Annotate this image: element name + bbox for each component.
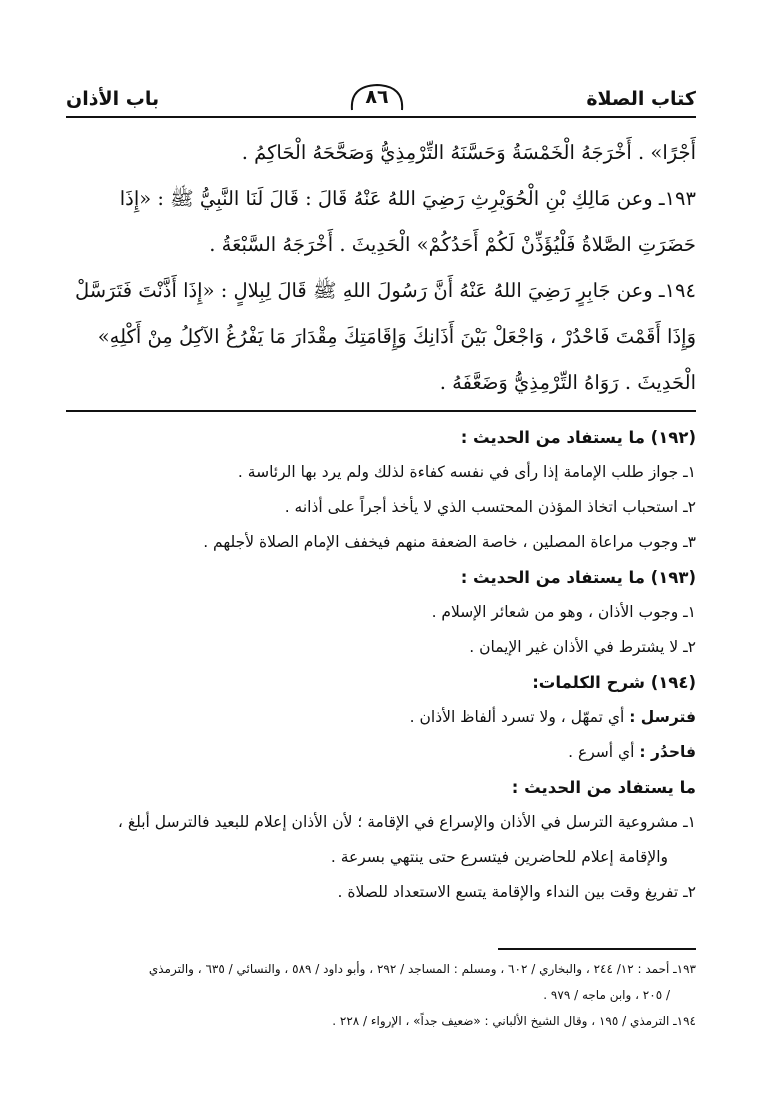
page-number-text: ٨٦ (365, 86, 389, 108)
benefits-heading-193: (١٩٣) ما يستفاد من الحديث : (460, 568, 696, 587)
word-explanation-heading-194: (١٩٤) شرح الكلمات: (532, 673, 696, 692)
benefits-heading-192: (١٩٢) ما يستفاد من الحديث : (460, 428, 696, 447)
word-meaning: أي أسرع . (568, 743, 635, 761)
hadith-line: أَجْرًا» . أَخْرَجَهُ الْخَمْسَةُ وَحَسَّنَهُ التِّرْمِذِيُّ وَصَحَّحَهُ الْحَاكِمُ . (241, 141, 696, 164)
word-term: فترسل : (629, 708, 696, 726)
word-explanation (66, 700, 696, 735)
word-term: فاحدُر : (639, 743, 696, 761)
page-header (66, 82, 696, 116)
hadith-line: وَإِذَا أَقَمْتَ فَاحْدُرْ ، وَاجْعَلْ بَيْنَ أَذَانِكَ وَإِقَامَتِكَ مِقْدَارَ مَا يَفْرُغُ الآكِلُ مِنْ أَكْلِهِ» (97, 325, 696, 348)
benefit-item: ٢ـ استحباب اتخاذ المؤذن المحتسب الذي لا يأخذ أجراً على أذانه . (284, 498, 696, 516)
hadith-line: حَضَرَتِ الصَّلاةُ فَلْيُؤَذِّنْ لَكُمْ أَحَدُكُمْ» الْحَدِيثَ . أَخْرَجَهُ السَّبْعَةُ . (209, 233, 696, 256)
benefit-item: ٢ـ لا يشترط في الأذان غير الإيمان . (469, 638, 696, 656)
benefit-item: ١ـ وجوب الأذان ، وهو من شعائر الإسلام . (431, 603, 696, 621)
hadith-line: ١٩٣ـ وعن مَالِكِ بْنِ الْحُوَيْرِثِ رَضِيَ اللهُ عَنْهُ قَالَ : قَالَ لَنَا النَّبِيُّ ﷺ : «إِذَا (119, 187, 696, 210)
book-title: كتاب الصلاة (586, 88, 696, 110)
benefit-item: ١ـ مشروعية الترسل في الأذان والإسراع في الإقامة ؛ لأن الأذان إعلام للبعيد فالترسل أبلغ ، (117, 813, 696, 831)
hadith-line: الْحَدِيثَ . رَوَاهُ التِّرْمِذِيُّ وَضَعَّفَهُ . (439, 371, 696, 394)
benefit-item: ٢ـ تفريغ وقت بين النداء والإقامة يتسع الاستعداد للصلاة . (337, 883, 696, 901)
hadith-text (70, 130, 696, 406)
benefits-section (66, 420, 696, 910)
hadith-line: ١٩٤ـ وعن جَابِرٍ رَضِيَ اللهُ عَنْهُ أَنَّ رَسُولَ اللهِ ﷺ قَالَ لِبِلالٍ : «إِذَا أَذَّنْتَ فَتَرَسَّلْ (74, 279, 696, 302)
section-divider (66, 410, 696, 412)
benefit-item: ١ـ جواز طلب الإمامة إذا رأى في نفسه كفاءة لذلك ولم يرد بها الرئاسة . (237, 463, 696, 481)
benefit-item-continuation: والإقامة إعلام للحاضرين فيتسرع حتى ينتهي بسرعة . (330, 848, 668, 866)
chapter-title: باب الأذان (66, 88, 160, 110)
footnotes (66, 956, 696, 1034)
footnote-line: ١٩٤ـ الترمذي / ١٩٥ ، وقال الشيخ الألباني : «ضعيف جداً» ، الإرواء / ٢٢٨ . (332, 1014, 696, 1028)
footnote-line: / ٢٠٥ ، وابن ماجه / ٩٧٩ . (543, 988, 670, 1002)
footnote-line: ١٩٣ـ أحمد : ١٢/ ٢٤٤ ، والبخاري / ٦٠٢ ، ومسلم : المساجد / ٢٩٢ ، وأبو داود / ٥٨٩ ، والنسائي / ٦٣٥ ، والترمذي (148, 962, 696, 976)
word-meaning: أي تمهّل ، ولا تسرد ألفاظ الأذان . (409, 708, 625, 726)
page-number (344, 82, 410, 112)
benefit-item: ٣ـ وجوب مراعاة المصلين ، خاصة الضعفة منهم فيخفف الإمام الصلاة لأجلهم . (203, 533, 696, 551)
footnote-divider (498, 948, 696, 950)
word-explanation (66, 735, 696, 770)
benefits-heading-194: ما يستفاد من الحديث : (511, 778, 696, 797)
header-divider (66, 116, 696, 118)
